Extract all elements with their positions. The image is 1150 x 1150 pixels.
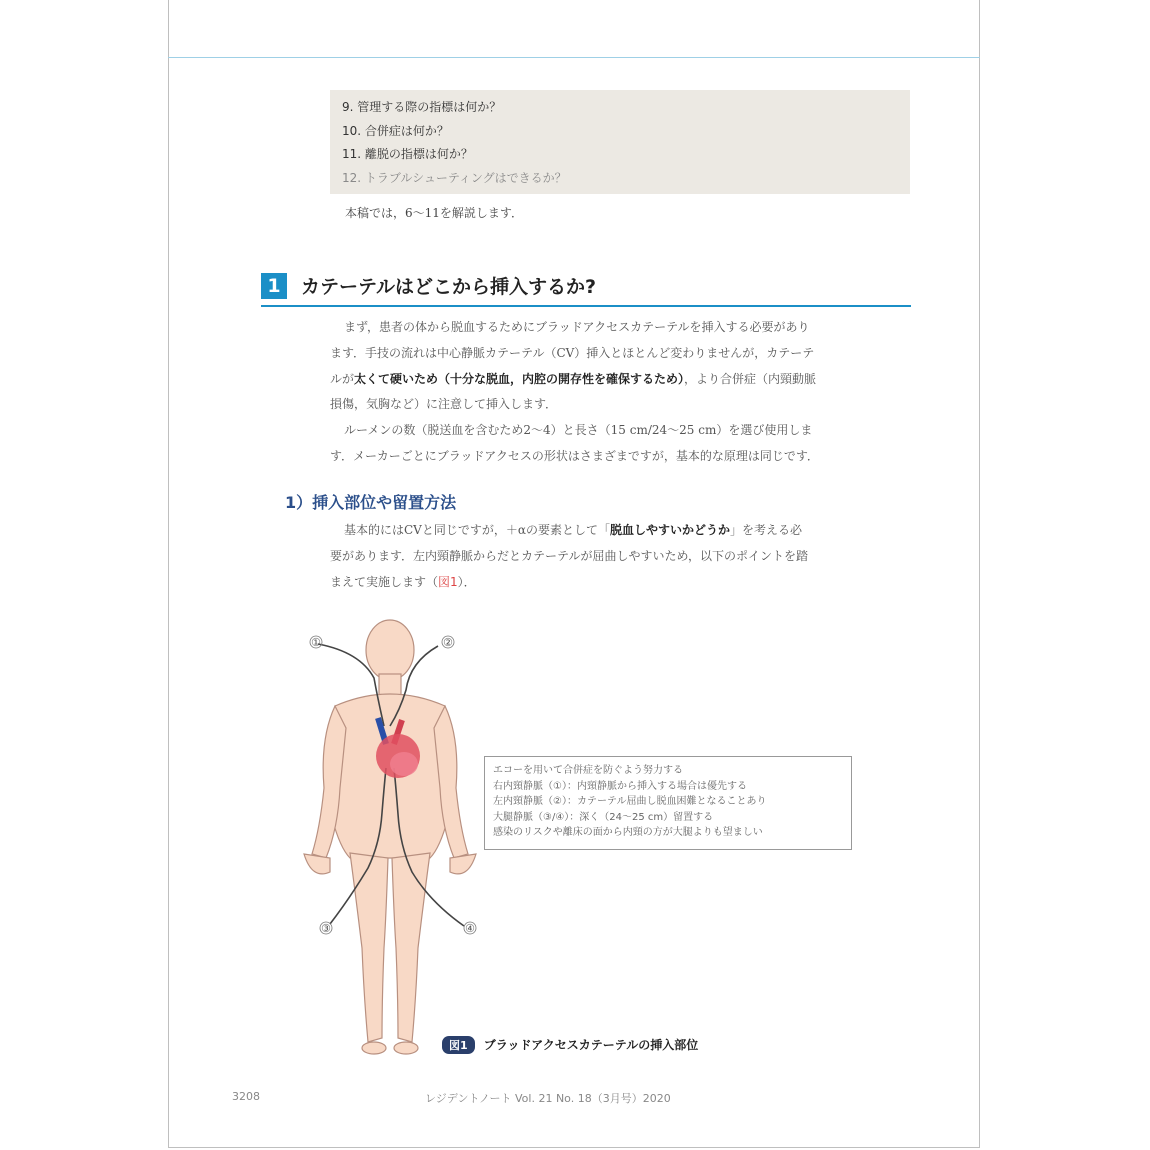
paragraph-line: まず，患者の体から脱血するためにブラッドアクセスカテーテルを挿入する必要があり (344, 320, 810, 334)
callout-line: 感染のリスクや離床の面から内頸の方が大腿よりも望ましい (493, 827, 763, 838)
section-number-badge: 1 (261, 273, 287, 299)
marker-3: ③ (321, 922, 331, 935)
figure-label-badge: 図1 (442, 1036, 475, 1054)
section-heading (261, 270, 911, 308)
marker-1: ① (311, 636, 321, 649)
emphasis-text: 脱血しやすいかどうか (609, 523, 730, 537)
paragraph-1 (330, 315, 912, 470)
section-rule (261, 305, 911, 307)
callout-line: エコーを用いて合併症を防ぐよう努力する (493, 765, 683, 776)
paragraph-line: す．メーカーごとにブラッドアクセスの形状はさまざまですが，基本的な原理は同じです． (330, 448, 819, 463)
paragraph-line: まえて実施します（図1）． (330, 574, 476, 589)
emphasis-text: 太くて硬いため（十分な脱血，内腔の開存性を確保するため） (354, 371, 685, 386)
page-number: 3208 (232, 1090, 260, 1103)
marker-4: ④ (465, 922, 475, 935)
section-title: カテーテルはどこから挿入するか? (301, 276, 597, 298)
callout-line: 左内頸静脈（②）：カテーテル屈曲し脱血困難となることあり (493, 796, 767, 807)
paragraph-line: 損傷，気胸など）に注意して挿入します． (330, 397, 558, 412)
figure-caption-text: ブラッドアクセスカテーテルの挿入部位 (483, 1038, 699, 1052)
subsection-heading: 1）挿入部位や留置方法 (285, 493, 457, 512)
paragraph-line: ルーメンの数（脱送血を含むため2〜4）と長さ（15 cm/24〜25 cm）を選び使用しま (344, 423, 813, 438)
figure-callout-box (484, 756, 852, 850)
paragraph-2 (330, 518, 912, 595)
header-rule (168, 57, 980, 58)
callout-line: 右内頸静脈（①）：内頸静脈から挿入する場合は優先する (493, 780, 747, 792)
figure-caption (442, 1034, 698, 1054)
question-list-item: 9. 管理する際の指標は何か？ (342, 100, 502, 114)
callout-line: 大腿静脈（③/④）：深く（24〜25 cm）留置する (493, 811, 714, 823)
paragraph-line: ルが太くて硬いため（十分な脱血，内腔の開存性を確保するため），より合併症（内頸動脈 (330, 371, 817, 386)
body-outline (304, 620, 476, 1054)
question-list-item: 10. 合併症は何か？ (342, 123, 449, 138)
intro-text: 本稿では，6〜11を解説します． (345, 206, 523, 220)
journal-footer: レジデントノート Vol. 21 No. 18（3月号）2020 (425, 1092, 671, 1105)
marker-2: ② (443, 636, 453, 649)
paragraph-line: 要があります．左内頸静脈からだとカテーテルが屈曲しやすいため，以下のポイントを踏 (330, 548, 808, 563)
question-list-box (330, 90, 910, 194)
question-list-item: 11. 離脱の指標は何か？ (342, 147, 473, 161)
figure-reference-link[interactable]: 図1 (438, 574, 458, 589)
question-list-item: 12. トラブルシューティングはできるか？ (342, 170, 567, 185)
body-figure (290, 618, 500, 1058)
paragraph-line: 基本的にはCVと同じですが，＋αの要素として「脱血しやすいかどうか」を考える必 (344, 523, 802, 537)
paragraph-line: ます．手技の流れは中心静脈カテーテル（CV）挿入とほとんど変わりませんが，カテーテ (330, 345, 815, 360)
